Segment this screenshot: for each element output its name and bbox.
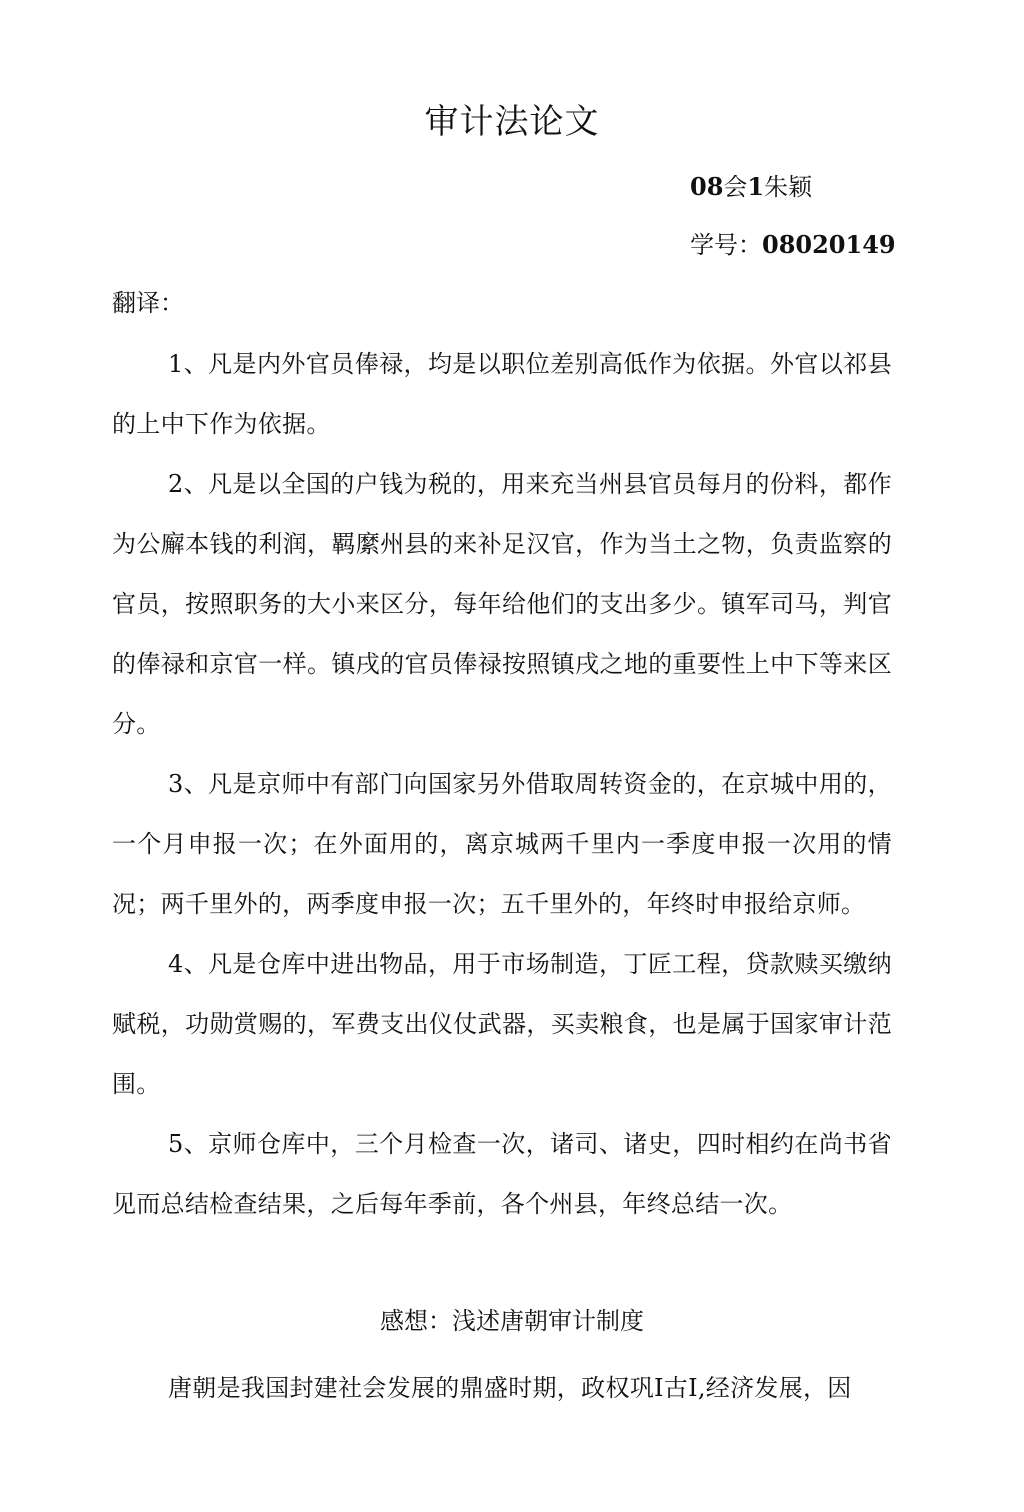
final-paragraph: 唐朝是我国封建社会发展的鼎盛时期，政权巩I古I,经济发展，因 (168, 1374, 852, 1402)
author-line (690, 172, 812, 202)
document-title: 审计法论文 (424, 102, 600, 142)
student-id-label: 学号： (690, 231, 762, 259)
reflection-body (112, 1358, 892, 1418)
author-name: 朱颖 (764, 173, 813, 201)
class-num: 1 (747, 172, 765, 201)
class-mid: 会 (723, 173, 748, 201)
class-prefix: 08 (690, 172, 724, 201)
paragraph-5: 5、京师仓库中，三个月检查一次，诸司、诸史，四时相约在尚书省见而总结检查结果，之后每年季前，各个州县，年终总结一次。 (112, 1130, 892, 1218)
paragraph-4: 4、凡是仓库中进出物品，用于市场制造，丁匠工程，贷款赎买缴纳赋税，功勋赏赐的，军费支出仪仗武器，买卖粮食，也是属于国家审计范围。 (112, 950, 892, 1098)
paragraph-2: 2、凡是以全国的户钱为税的，用来充当州县官员每月的份料，都作为公廨本钱的利润，羁縻州县的来补足汉官，作为当土之物，负责监察的官员，按照职务的大小来区分，每年给他们的支出多少。镇军司马，判官的俸禄和京官一样。镇戌的官员俸禄按照镇戌之地的重要性上中下等来区分。 (112, 470, 892, 738)
student-id-value: 08020149 (762, 230, 896, 259)
translation-body (112, 334, 892, 1234)
student-id-line (690, 230, 896, 260)
reflection-subtitle: 感想：浅述唐朝审计制度 (380, 1307, 644, 1335)
section-heading: 翻译： (112, 289, 184, 317)
paragraph-3: 3、凡是京师中有部门向国家另外借取周转资金的，在京城中用的，一个月申报一次；在外面用的，离京城两千里内一季度申报一次用的情况；两千里外的，两季度申报一次；五千里外的，年终时申报给京师。 (112, 770, 892, 918)
paragraph-1: 1、凡是内外官员俸禄，均是以职位差别高低作为依据。外官以祁县的上中下作为依据。 (112, 350, 892, 438)
